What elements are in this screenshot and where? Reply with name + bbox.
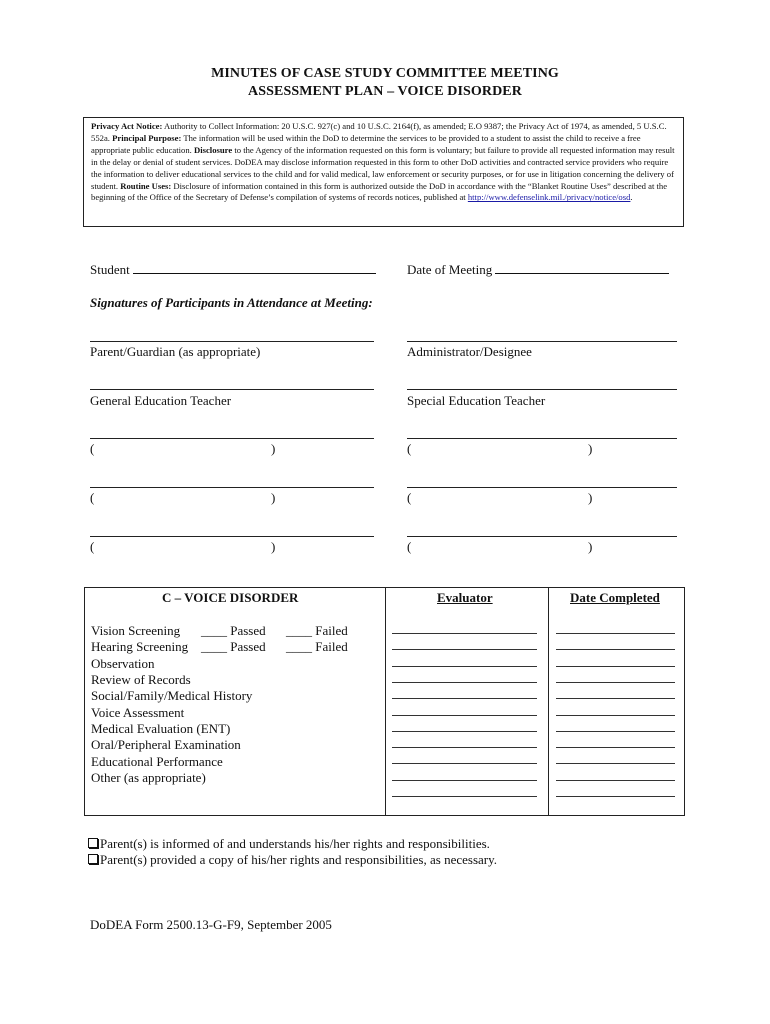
evaluator-line[interactable] [392, 763, 537, 764]
vision-failed-blank[interactable]: ____ [286, 623, 312, 638]
participant-signature-line[interactable] [407, 438, 677, 439]
date-completed-line[interactable] [556, 763, 675, 764]
role-open-paren: ( [407, 490, 412, 505]
assessment-item: Observation [91, 656, 155, 671]
form-subtitle: ASSESSMENT PLAN – VOICE DISORDER [248, 84, 522, 99]
date-completed-line[interactable] [556, 666, 675, 667]
vision-passed-option[interactable] [201, 623, 266, 639]
rights-informed-text: Parent(s) is informed of and understands his/her rights and responsibilities. [100, 836, 490, 851]
evaluator-line[interactable] [392, 715, 537, 716]
participant-signature-line[interactable] [407, 536, 677, 537]
routine-uses-text: Disclosure of information contained in this form is authorized outside the DoD in accordance with the “Blanket Routine Uses” described at the beginning of the Office of the Secretary of Defense’s compilation of systems of records notices, published at [91, 180, 668, 203]
vision-screening-row [91, 623, 180, 639]
evaluator-line[interactable] [392, 682, 537, 683]
date-completed-line[interactable] [556, 780, 675, 781]
assessment-item: Voice Assessment [91, 705, 185, 720]
parent-guardian-label: Parent/Guardian (as appropriate) [90, 344, 261, 359]
role-open-paren: ( [90, 490, 95, 505]
routine-uses-label: Routine Uses: [120, 180, 172, 191]
special-teacher-signature-line[interactable] [407, 389, 677, 390]
privacy-link[interactable]: http://www.defenselink.mil./privacy/notice/osd [467, 192, 631, 203]
disclosure-label: Disclosure [193, 144, 233, 155]
general-teacher-signature-line[interactable] [90, 389, 374, 390]
administrator-label: Administrator/Designee [407, 344, 532, 359]
privacy-act-notice [83, 117, 684, 227]
role-close-paren: ) [588, 490, 593, 505]
assessment-table [84, 587, 685, 816]
hearing-screening-row [91, 639, 188, 655]
hearing-failed-option[interactable] [286, 639, 348, 655]
student-field [90, 262, 376, 278]
date-completed-header: Date Completed [570, 590, 660, 605]
evaluator-line[interactable] [392, 731, 537, 732]
failed-label: Failed [315, 623, 348, 638]
section-title: C – VOICE DISORDER [162, 590, 299, 605]
evaluator-line[interactable] [392, 747, 537, 748]
vision-screening-label: Vision Screening [91, 623, 181, 638]
evaluator-header: Evaluator [437, 590, 493, 605]
passed-label: Passed [230, 623, 266, 638]
rights-copy-text: Parent(s) provided a copy of his/her rights and responsibilities, as necessary. [100, 852, 498, 867]
evaluator-line[interactable] [392, 780, 537, 781]
privacy-notice-label: Privacy Act Notice: [91, 121, 163, 131]
student-input-line[interactable] [133, 263, 376, 274]
meeting-date-label: Date of Meeting [407, 262, 493, 277]
date-completed-line[interactable] [556, 698, 675, 699]
general-teacher-label: General Education Teacher [90, 393, 232, 408]
role-close-paren: ) [271, 441, 276, 456]
column-divider [385, 588, 386, 815]
rights-copy-checkbox[interactable] [88, 854, 98, 864]
meeting-date-field [407, 262, 669, 278]
privacy-end: . [630, 192, 633, 203]
signatures-heading: Signatures of Participants in Attendance at Meeting: [90, 295, 373, 310]
assessment-item: Medical Evaluation (ENT) [91, 721, 231, 736]
evaluator-line[interactable] [392, 649, 537, 650]
participant-signature-line[interactable] [90, 487, 374, 488]
special-teacher-label: Special Education Teacher [407, 393, 546, 408]
role-close-paren: ) [588, 539, 593, 554]
rights-copy-item [88, 852, 497, 868]
form-title: MINUTES OF CASE STUDY COMMITTEE MEETING [211, 66, 559, 81]
role-open-paren: ( [90, 441, 95, 456]
column-divider [548, 588, 549, 815]
vision-passed-blank[interactable]: ____ [201, 623, 227, 638]
date-completed-line[interactable] [556, 796, 675, 797]
participant-signature-line[interactable] [407, 487, 677, 488]
evaluator-line[interactable] [392, 796, 537, 797]
role-close-paren: ) [588, 441, 593, 456]
student-label: Student [90, 262, 130, 277]
role-close-paren: ) [271, 490, 276, 505]
administrator-signature-line[interactable] [407, 341, 677, 342]
role-open-paren: ( [90, 539, 95, 554]
date-completed-line[interactable] [556, 747, 675, 748]
assessment-item: Social/Family/Medical History [91, 688, 253, 703]
passed-label: Passed [230, 639, 266, 654]
principal-purpose-text: The information will be used within the DoD to determine the services to be provided to a student to assist the child to receive a free appropriate public education. [91, 132, 641, 155]
evaluator-line[interactable] [392, 666, 537, 667]
date-completed-line[interactable] [556, 731, 675, 732]
evaluator-line[interactable] [392, 698, 537, 699]
hearing-passed-option[interactable] [201, 639, 266, 655]
date-completed-line[interactable] [556, 633, 675, 634]
meeting-date-input-line[interactable] [495, 263, 669, 274]
parent-signature-line[interactable] [90, 341, 374, 342]
hearing-screening-label: Hearing Screening [91, 639, 189, 654]
rights-informed-item [88, 836, 490, 852]
form-identifier: DoDEA Form 2500.13-G-F9, September 2005 [90, 917, 332, 932]
participant-signature-line[interactable] [90, 438, 374, 439]
role-close-paren: ) [271, 539, 276, 554]
privacy-notice-text: Authority to Collect Information: 20 U.S.C. 927(c) and 10 U.S.C. 2164(f), as amended; E.O 9387; the Privacy Act of 1974, as amended, 5 U.S.C. 552a. [91, 121, 667, 143]
date-completed-line[interactable] [556, 682, 675, 683]
principal-purpose-label: Principal Purpose: [112, 132, 182, 143]
assessment-item: Review of Records [91, 672, 191, 687]
failed-label: Failed [315, 639, 348, 654]
hearing-passed-blank[interactable]: ____ [201, 639, 227, 654]
disclosure-text: to the Agency of the information requested on this form is voluntary; but failure to provide all requested information may result in the delay or denial of student services. DoDEA may disclose information requested in this form to other DoD activities and contracted service providers who require the information to deliver educational services to the child and for valid medical, law enforcement or security purposes, or for use in litigation concerning the delivery of student. [91, 144, 675, 191]
date-completed-line[interactable] [556, 649, 675, 650]
assessment-item: Other (as appropriate) [91, 770, 206, 785]
role-open-paren: ( [407, 441, 412, 456]
rights-informed-checkbox[interactable] [88, 838, 98, 848]
hearing-failed-blank[interactable]: ____ [286, 639, 312, 654]
participant-signature-line[interactable] [90, 536, 374, 537]
evaluator-line[interactable] [392, 633, 537, 634]
assessment-item: Oral/Peripheral Examination [91, 737, 241, 752]
date-completed-line[interactable] [556, 715, 675, 716]
role-open-paren: ( [407, 539, 412, 554]
vision-failed-option[interactable] [286, 623, 348, 639]
assessment-item: Educational Performance [91, 754, 223, 769]
